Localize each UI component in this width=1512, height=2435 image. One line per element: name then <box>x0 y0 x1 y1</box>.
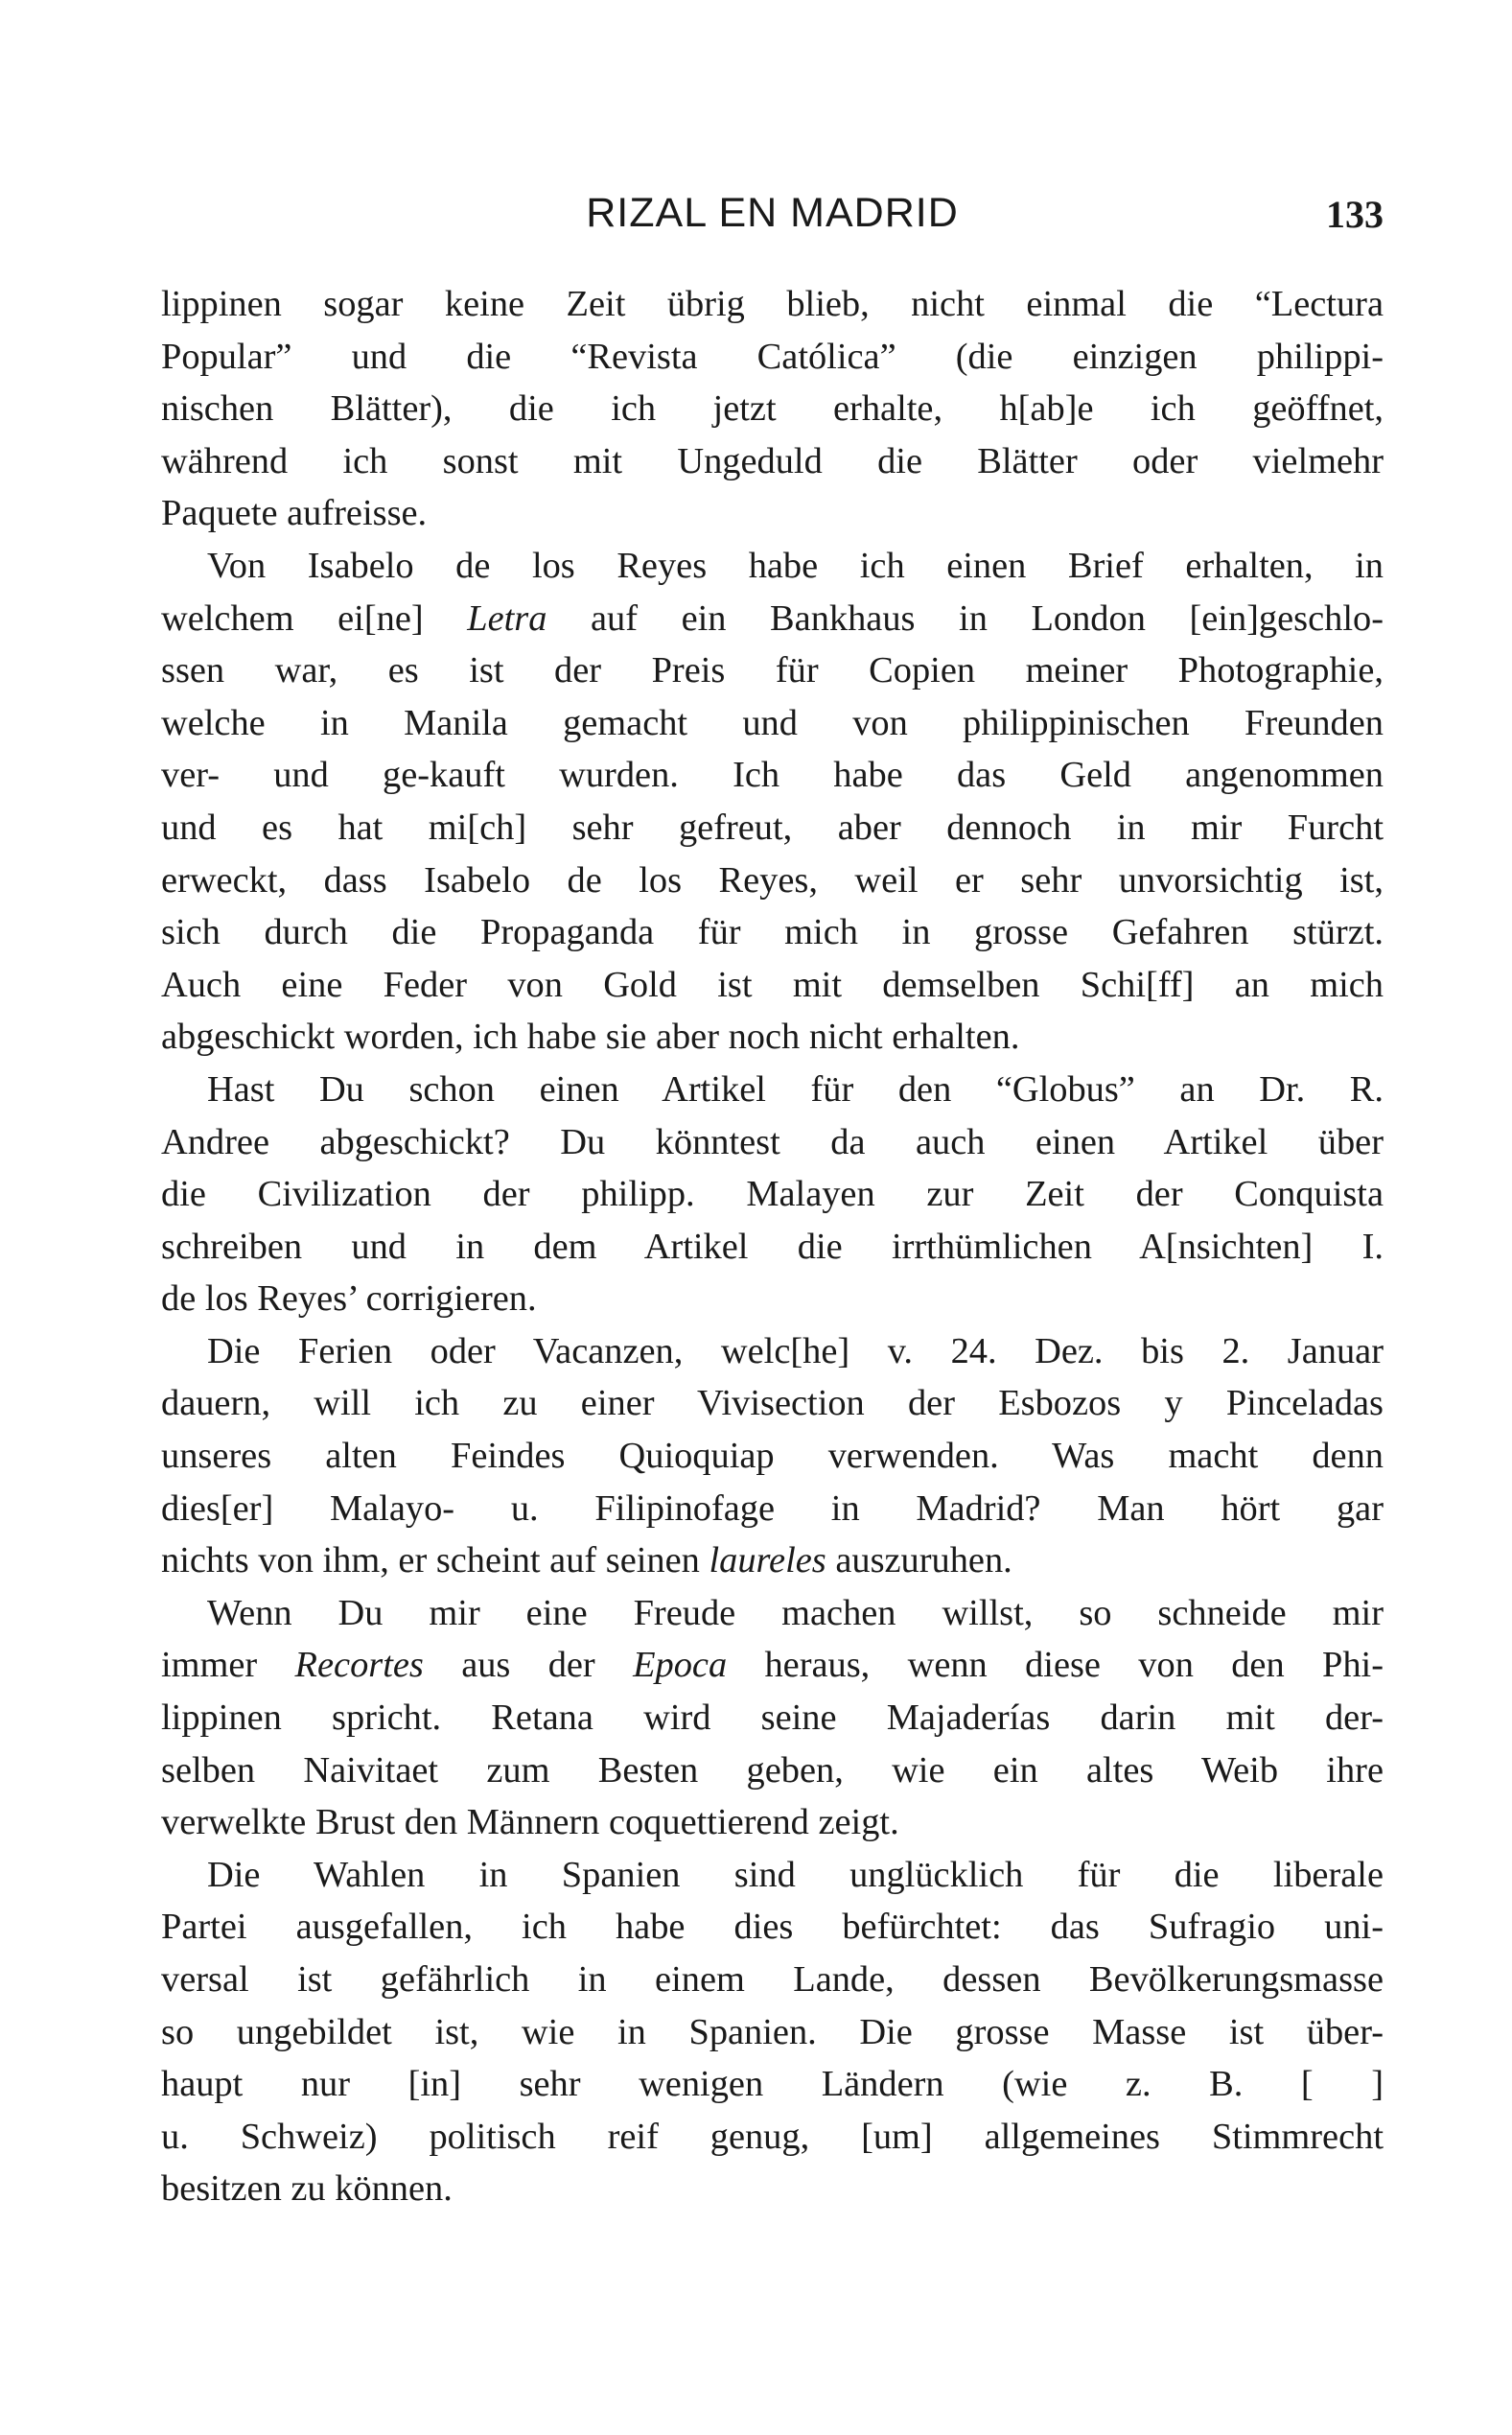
italic-term: laureles <box>709 1540 826 1581</box>
text-line: nischen Blätter), die ich jetzt erhalte, h[ab]e ich geöffnet, <box>161 388 1384 430</box>
text-line: so ungebildet ist, wie in Spanien. Die grosse Masse ist über- <box>161 2011 1384 2052</box>
text-line: Hast Du schon einen Artikel für den “Globus” an Dr. R. <box>207 1068 1384 1110</box>
running-title: RIZAL EN MADRID <box>586 190 959 236</box>
text-line: u. Schweiz) politisch reif genug, [um] allgemeines Stimmrecht <box>161 2116 1384 2157</box>
text-line: versal ist gefährlich in einem Lande, dessen Bevölkerungsmasse <box>161 1959 1384 2000</box>
text-line: Paquete aufreisse. <box>161 493 428 534</box>
text-line: haupt nur [in] sehr wenigen Ländern (wie z. B. [ ] <box>161 2064 1384 2105</box>
text-segment: heraus, wenn diese von den Phi- <box>727 1645 1384 1686</box>
text-segment: auf ein Bankhaus in London [ein]geschlo- <box>547 597 1384 639</box>
text-line: Die Ferien oder Vacanzen, welc[he] v. 24. Dez. bis 2. Januar <box>207 1330 1384 1371</box>
text-segment: welchem ei[ne] <box>161 597 468 639</box>
page-number: 133 <box>1326 193 1384 236</box>
text-line: dauern, will ich zu einer Vivisection der Esbozos y Pinceladas <box>161 1383 1384 1424</box>
text-line: und es hat mi[ch] sehr gefreut, aber dennoch in mir Furcht <box>161 807 1384 848</box>
text-line: Die Wahlen in Spanien sind unglücklich für die liberale <box>207 1854 1384 1895</box>
text-line: dies[er] Malayo- u. Filipinofage in Madrid? Man hört gar <box>161 1487 1384 1529</box>
text-line: erweckt, dass Isabelo de los Reyes, weil er sehr unvorsichtig ist, <box>161 859 1384 901</box>
text-line: ver- und ge-kauft wurden. Ich habe das Geld angenommen <box>161 755 1384 796</box>
text-line <box>161 1639 1384 1692</box>
text-line: besitzen zu können. <box>161 2168 453 2210</box>
text-line: welche in Manila gemacht und von philippinischen Freunden <box>161 702 1384 743</box>
italic-term: Recortes <box>294 1645 424 1686</box>
running-head <box>161 190 1384 247</box>
text-line <box>161 593 1384 645</box>
text-line: de los Reyes’ corrigieren. <box>161 1278 537 1320</box>
text-segment: auszuruhen. <box>826 1540 1012 1581</box>
text-line: Partei ausgefallen, ich habe dies befürchtet: das Sufragio uni- <box>161 1907 1384 1948</box>
text-line: sich durch die Propaganda für mich in grosse Gefahren stürzt. <box>161 912 1384 953</box>
italic-term: Epoca <box>633 1645 728 1686</box>
text-segment: aus der <box>423 1645 634 1686</box>
text-line <box>161 1534 1384 1587</box>
text-line: abgeschickt worden, ich habe sie aber noch nicht erhalten. <box>161 1017 1020 1058</box>
text-line: selben Naivitaet zum Besten geben, wie ein altes Weib ihre <box>161 1749 1384 1791</box>
text-line: während ich sonst mit Ungeduld die Blätter oder vielmehr <box>161 440 1384 481</box>
text-line: lippinen sogar keine Zeit übrig blieb, nicht einmal die “Lectura <box>161 284 1384 324</box>
text-line: Wenn Du mir eine Freude machen willst, so schneide mir <box>207 1592 1384 1633</box>
text-line: die Civilization der philipp. Malayen zur Zeit der Conquista <box>161 1174 1384 1215</box>
italic-term: Letra <box>467 597 547 639</box>
text-line: verwelkte Brust den Männern coquettierend zeigt. <box>161 1802 899 1843</box>
text-line: unseres alten Feindes Quioquiap verwenden. Was macht denn <box>161 1436 1384 1477</box>
text-line: Auch eine Feder von Gold ist mit demselben Schi[ff] an mich <box>161 964 1384 1005</box>
body-text <box>161 278 1384 2215</box>
text-line: Andree abgeschickt? Du könntest da auch einen Artikel über <box>161 1121 1384 1162</box>
text-segment: immer <box>161 1645 295 1686</box>
text-line: ssen war, es ist der Preis für Copien meiner Photographie, <box>161 650 1384 691</box>
text-line: schreiben und in dem Artikel die irrthümlichen A[nsichten] I. <box>161 1226 1384 1267</box>
text-segment: nichts von ihm, er scheint auf seinen <box>161 1540 709 1581</box>
text-line: lippinen spricht. Retana wird seine Majaderías darin mit der- <box>161 1697 1384 1739</box>
text-line: Popular” und die “Revista Católica” (die einzigen philippi- <box>161 336 1384 377</box>
text-line: Von Isabelo de los Reyes habe ich einen Brief erhalten, in <box>207 545 1384 586</box>
